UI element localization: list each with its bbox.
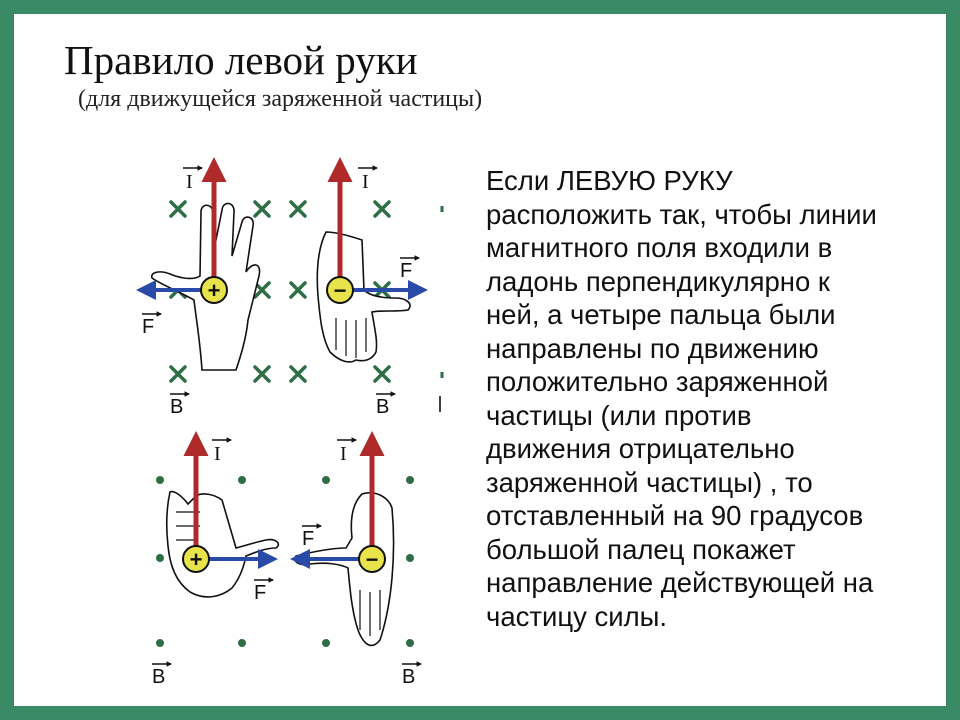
force-label: F bbox=[254, 582, 267, 604]
current-label: I bbox=[214, 443, 221, 465]
rule-line: Если ЛЕВУЮ РУКУ bbox=[486, 165, 733, 196]
slide-title: Правило левой руки bbox=[64, 37, 418, 83]
current-label: I bbox=[186, 171, 193, 193]
panel-top-left bbox=[140, 162, 269, 418]
force-label: F bbox=[400, 260, 413, 282]
rule-line: ладонь перпендикулярно к bbox=[486, 265, 830, 297]
rule-line: большой палец покажет bbox=[486, 533, 796, 565]
charge-sign: + bbox=[189, 547, 203, 572]
field-label: B bbox=[152, 666, 166, 688]
slide-subtitle: (для движущейся заряженной частицы) bbox=[78, 86, 483, 112]
rule-line: заряженной частицы) , то bbox=[486, 466, 813, 498]
panel-bottom-right bbox=[294, 436, 421, 688]
rule-line: направлены по движению bbox=[486, 332, 819, 364]
current-label: I bbox=[362, 171, 369, 193]
rule-line: положительно заряженной bbox=[486, 366, 829, 397]
rule-line: частицы (или против bbox=[486, 399, 752, 431]
rule-line: движения отрицательно bbox=[486, 433, 795, 464]
charge-sign: − bbox=[365, 547, 379, 572]
panel-bottom-left bbox=[152, 436, 278, 688]
rule-line: магнитного поля входили в bbox=[486, 232, 833, 263]
charge-sign: − bbox=[333, 278, 347, 303]
rule-line: расположить так, чтобы линии bbox=[486, 198, 877, 230]
current-label: I bbox=[340, 443, 347, 465]
force-label: F bbox=[142, 316, 155, 338]
panel-top-right bbox=[291, 162, 442, 418]
charge-sign: + bbox=[207, 278, 221, 303]
rule-line: направление действующей на bbox=[486, 567, 874, 598]
rule-line: отставленный на 90 градусов bbox=[486, 500, 864, 531]
rule-line: частицу силы. bbox=[486, 600, 668, 632]
force-label: F bbox=[302, 528, 315, 550]
rule-line: ней, а четыре пальца были bbox=[486, 299, 836, 330]
field-label: B bbox=[376, 396, 390, 418]
field-label: B bbox=[402, 666, 416, 688]
field-label: B bbox=[170, 396, 184, 418]
